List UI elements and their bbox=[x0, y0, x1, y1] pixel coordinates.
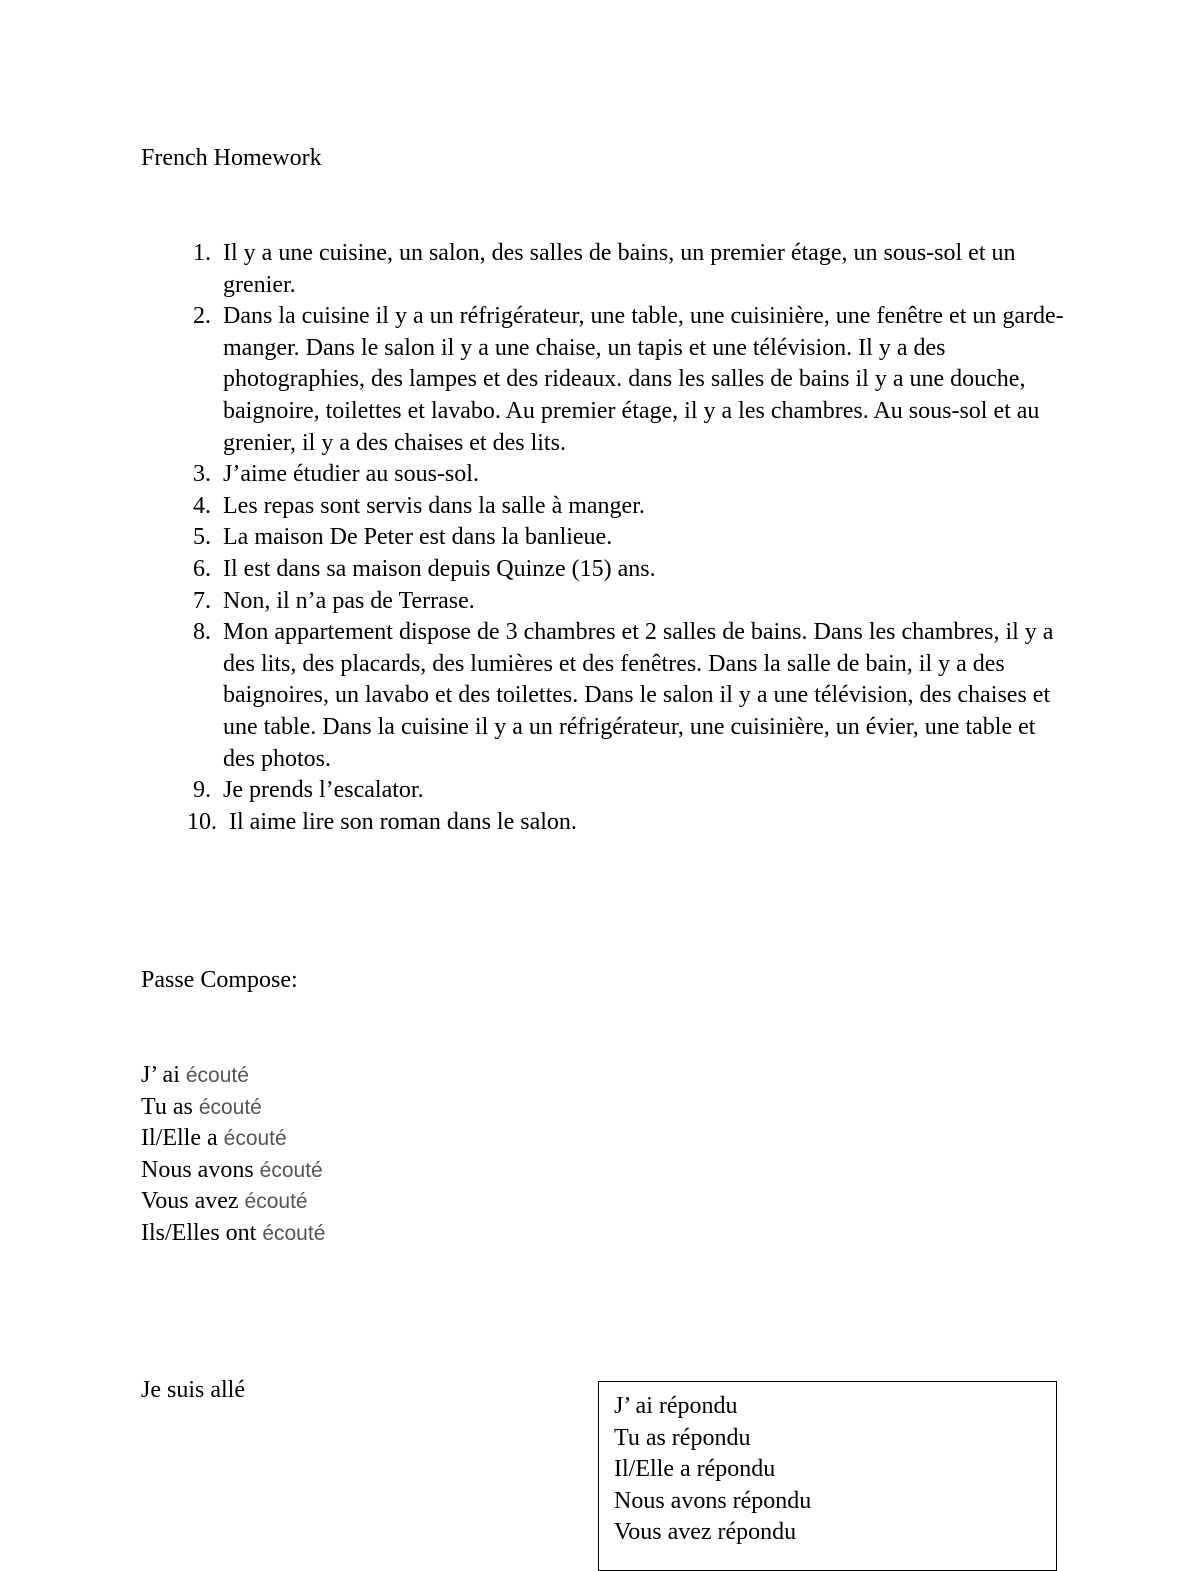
list-item-number: 2. bbox=[193, 303, 211, 330]
box-row: Nous avons répondu bbox=[614, 1487, 812, 1514]
page-title: French Homework bbox=[141, 145, 322, 171]
conjugation-verb: écouté bbox=[244, 1190, 308, 1214]
list-item-number: 6. bbox=[193, 555, 211, 582]
conjugation-verb: écouté bbox=[262, 1221, 326, 1245]
aller-line: Je suis allé bbox=[141, 1377, 245, 1403]
box-row: J’ ai répondu bbox=[614, 1393, 738, 1419]
conjugation-subject: Nous avons bbox=[141, 1156, 254, 1183]
list-item-text: Il y a une cuisine, un salon, des salles de bains, un premier étage, un sous-sol et un grenier. bbox=[223, 240, 1016, 298]
ecouter-conjugation bbox=[141, 1060, 325, 1250]
list-item-text: Dans la cuisine il y a un réfrigérateur, une table, une cuisinière, une fenêtre et un garde-manger. Dans le salon il y a une chaise, un tapis et une télévision. Il y a des photographies, des lampes et des rideaux. dans les salles de bains il y a une douche, baignoire, toilettes et lavabo. Au premier étage, il y a les chambres. Au sous-sol et au grenier, il y a des chaises et des lits. bbox=[223, 303, 1064, 456]
conjugation-verb: écouté bbox=[198, 1095, 262, 1119]
conjugation-subject: Vous avez bbox=[141, 1188, 239, 1215]
list-item-number: 7. bbox=[193, 587, 211, 614]
list-item-number: 1. bbox=[193, 240, 211, 266]
list-item bbox=[141, 301, 1066, 459]
list-item-number: 10. bbox=[187, 808, 217, 835]
list-item-number: 3. bbox=[193, 461, 211, 488]
conjugation-row bbox=[141, 1123, 325, 1155]
list-item-number: 4. bbox=[193, 492, 211, 519]
list-item-text: Mon appartement dispose de 3 chambres et 2 salles de bains. Dans les chambres, il y a des lits, des placards, des lumières et des fenêtres. Dans la salle de bain, il y a des baignoires, un lavabo et des toilettes. Dans le salon il y a une télévision, des chaises et une table. Dans la cuisine il y a un réfrigérateur, une cuisinière, un évier, une table et des photos. bbox=[223, 619, 1054, 772]
conjugation-row bbox=[141, 1155, 325, 1187]
conjugation-row bbox=[141, 1060, 325, 1092]
conjugation-subject: Tu as bbox=[141, 1093, 193, 1120]
passe-compose-heading: Passe Compose: bbox=[141, 967, 298, 993]
list-item bbox=[141, 586, 1066, 618]
list-item bbox=[141, 491, 1066, 523]
list-item bbox=[141, 522, 1066, 554]
list-item-text: Non, il n’a pas de Terrase. bbox=[223, 587, 475, 614]
repondre-box bbox=[598, 1381, 1057, 1571]
conjugation-subject: Ils/Elles ont bbox=[141, 1219, 257, 1246]
box-row: Il/Elle a répondu bbox=[614, 1456, 776, 1483]
conjugation-row bbox=[141, 1092, 325, 1124]
box-row: Vous avez répondu bbox=[614, 1519, 797, 1546]
list-item-text: Les repas sont servis dans la salle à manger. bbox=[223, 492, 645, 519]
conjugation-subject: Il/Elle a bbox=[141, 1125, 218, 1152]
conjugation-subject: J’ ai bbox=[141, 1062, 180, 1088]
list-item-number: 8. bbox=[193, 619, 211, 646]
list-item-number: 5. bbox=[193, 524, 211, 551]
list-item-text: Il est dans sa maison depuis Quinze (15) ans. bbox=[223, 555, 656, 582]
list-item bbox=[141, 617, 1066, 775]
list-item-text: Je prends l’escalator. bbox=[223, 777, 424, 804]
conjugation-row bbox=[141, 1218, 325, 1250]
box-row: Tu as répondu bbox=[614, 1424, 751, 1451]
list-item-number: 9. bbox=[193, 777, 211, 804]
answers-list bbox=[141, 238, 1066, 838]
list-item-text: Il aime lire son roman dans le salon. bbox=[229, 808, 577, 835]
conjugation-row bbox=[141, 1186, 325, 1218]
list-item bbox=[141, 807, 1066, 839]
list-item-text: La maison De Peter est dans la banlieue. bbox=[223, 524, 613, 551]
list-item bbox=[141, 554, 1066, 586]
list-item bbox=[141, 238, 1066, 301]
conjugation-verb: écouté bbox=[185, 1064, 249, 1087]
list-item bbox=[141, 459, 1066, 491]
conjugation-verb: écouté bbox=[259, 1158, 323, 1182]
conjugation-verb: écouté bbox=[223, 1127, 287, 1151]
list-item-text: J’aime étudier au sous-sol. bbox=[223, 461, 479, 488]
list-item bbox=[141, 775, 1066, 807]
